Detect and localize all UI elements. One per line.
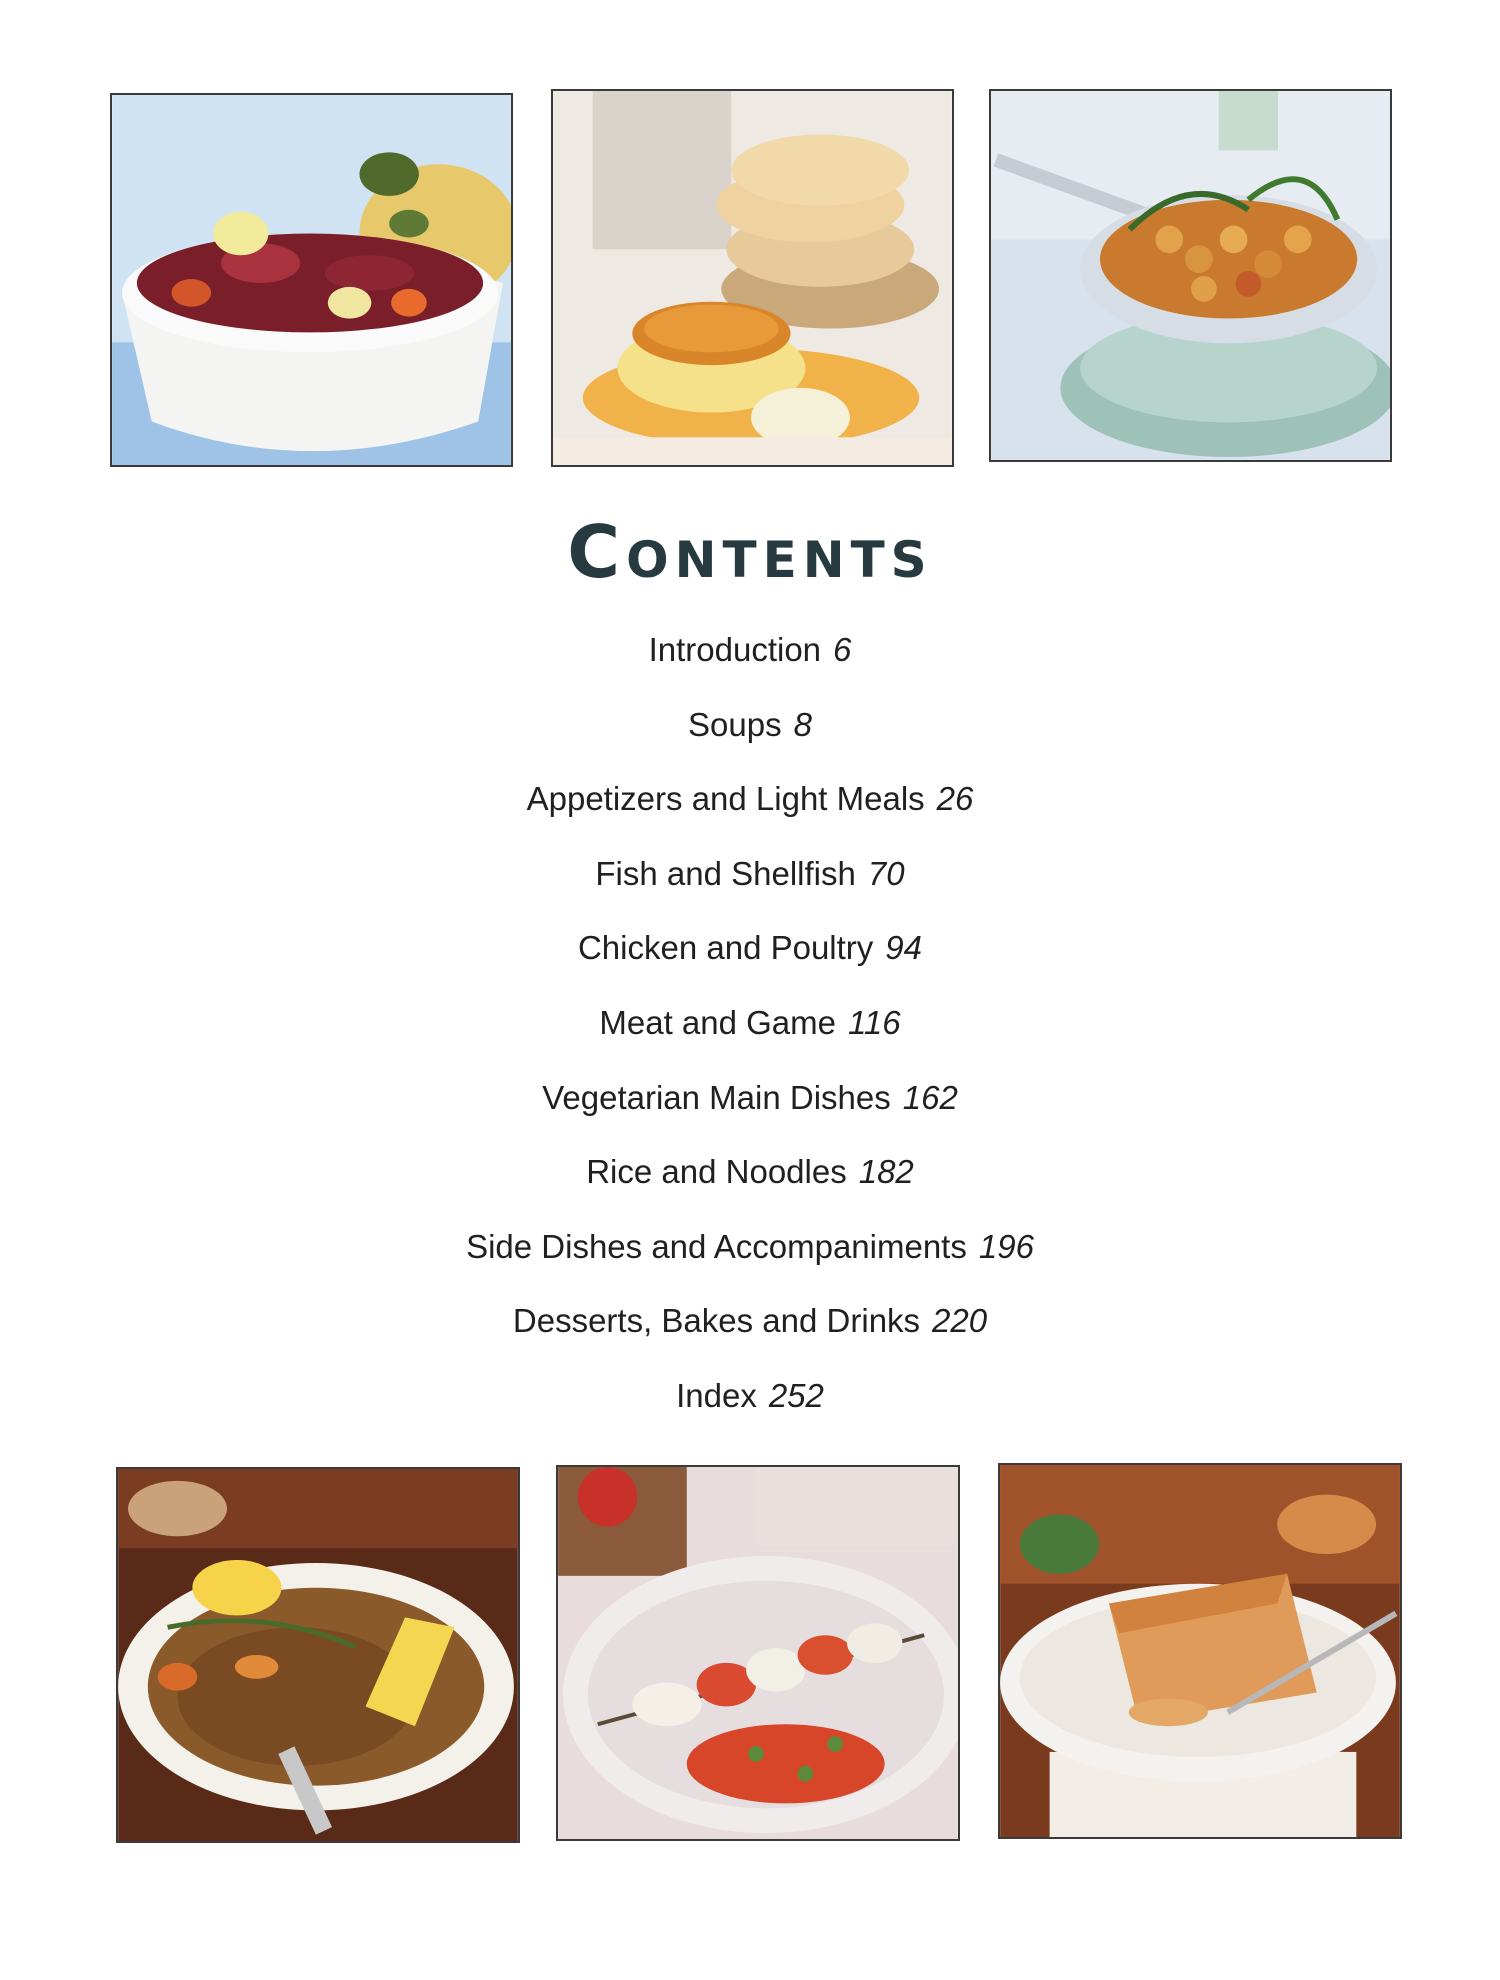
toc-entry[interactable]: [0, 1152, 1500, 1227]
toc-entry-title: Meat and Game: [599, 1003, 836, 1041]
toc-entry[interactable]: [0, 928, 1500, 1003]
page-title: Contents: [567, 510, 933, 594]
toc-entry[interactable]: [0, 1301, 1500, 1376]
toc-entry-page: 94: [885, 929, 923, 967]
toc-entry-title: Side Dishes and Accompaniments: [466, 1227, 967, 1265]
toc-entry-page: 70: [867, 854, 905, 892]
toc-entry-title: Fish and Shellfish: [595, 854, 856, 892]
toc-entry-page: 8: [793, 705, 812, 743]
toc-entry-title: Desserts, Bakes and Drinks: [512, 1302, 921, 1340]
toc-entry-title: Chicken and Poultry: [577, 929, 874, 967]
photo-lentils-lemon: [116, 1467, 520, 1843]
semolina-cake-image: [1000, 1465, 1400, 1837]
toc-entry-page: 182: [858, 1153, 914, 1191]
toc-entry[interactable]: [0, 1227, 1500, 1302]
toc-entry[interactable]: [0, 630, 1500, 705]
red-cabbage-bowl-image: [112, 95, 511, 465]
toc-entry-page: 220: [932, 1302, 988, 1340]
toc-entry-page: 116: [848, 1003, 901, 1041]
toc-entry[interactable]: [0, 854, 1500, 929]
toc-entry-page: 252: [768, 1376, 824, 1414]
toc-entry-page: 162: [902, 1078, 958, 1116]
photo-chickpeas-ladle: [989, 89, 1392, 462]
fish-kebabs-image: [558, 1467, 958, 1839]
photo-fish-kebabs: [556, 1465, 960, 1841]
lentils-lemon-image: [118, 1469, 518, 1841]
toc-entry[interactable]: [0, 1003, 1500, 1078]
toc-entry-title: Index: [676, 1376, 757, 1414]
toc-entry-page: 6: [833, 631, 852, 668]
toc-entry[interactable]: [0, 1078, 1500, 1153]
photo-red-cabbage-bowl: [110, 93, 513, 467]
toc-entry-title: Soups: [688, 705, 782, 743]
toc-entry-title: Introduction: [648, 631, 822, 668]
toc-entry[interactable]: [0, 1376, 1500, 1451]
toc-entry[interactable]: [0, 779, 1500, 854]
toc-entry-page: 26: [936, 780, 974, 818]
chickpeas-ladle-image: [991, 91, 1390, 460]
photo-semolina-cake: [998, 1463, 1402, 1839]
photo-flan-cookies: [551, 89, 954, 467]
flan-cookies-image: [553, 91, 952, 465]
toc-entry-title: Appetizers and Light Meals: [526, 780, 925, 818]
toc-entry-title: Vegetarian Main Dishes: [542, 1078, 891, 1116]
table-of-contents: [0, 630, 1500, 1451]
toc-entry-title: Rice and Noodles: [586, 1153, 847, 1191]
toc-entry-page: 196: [978, 1227, 1034, 1265]
toc-entry[interactable]: [0, 705, 1500, 780]
